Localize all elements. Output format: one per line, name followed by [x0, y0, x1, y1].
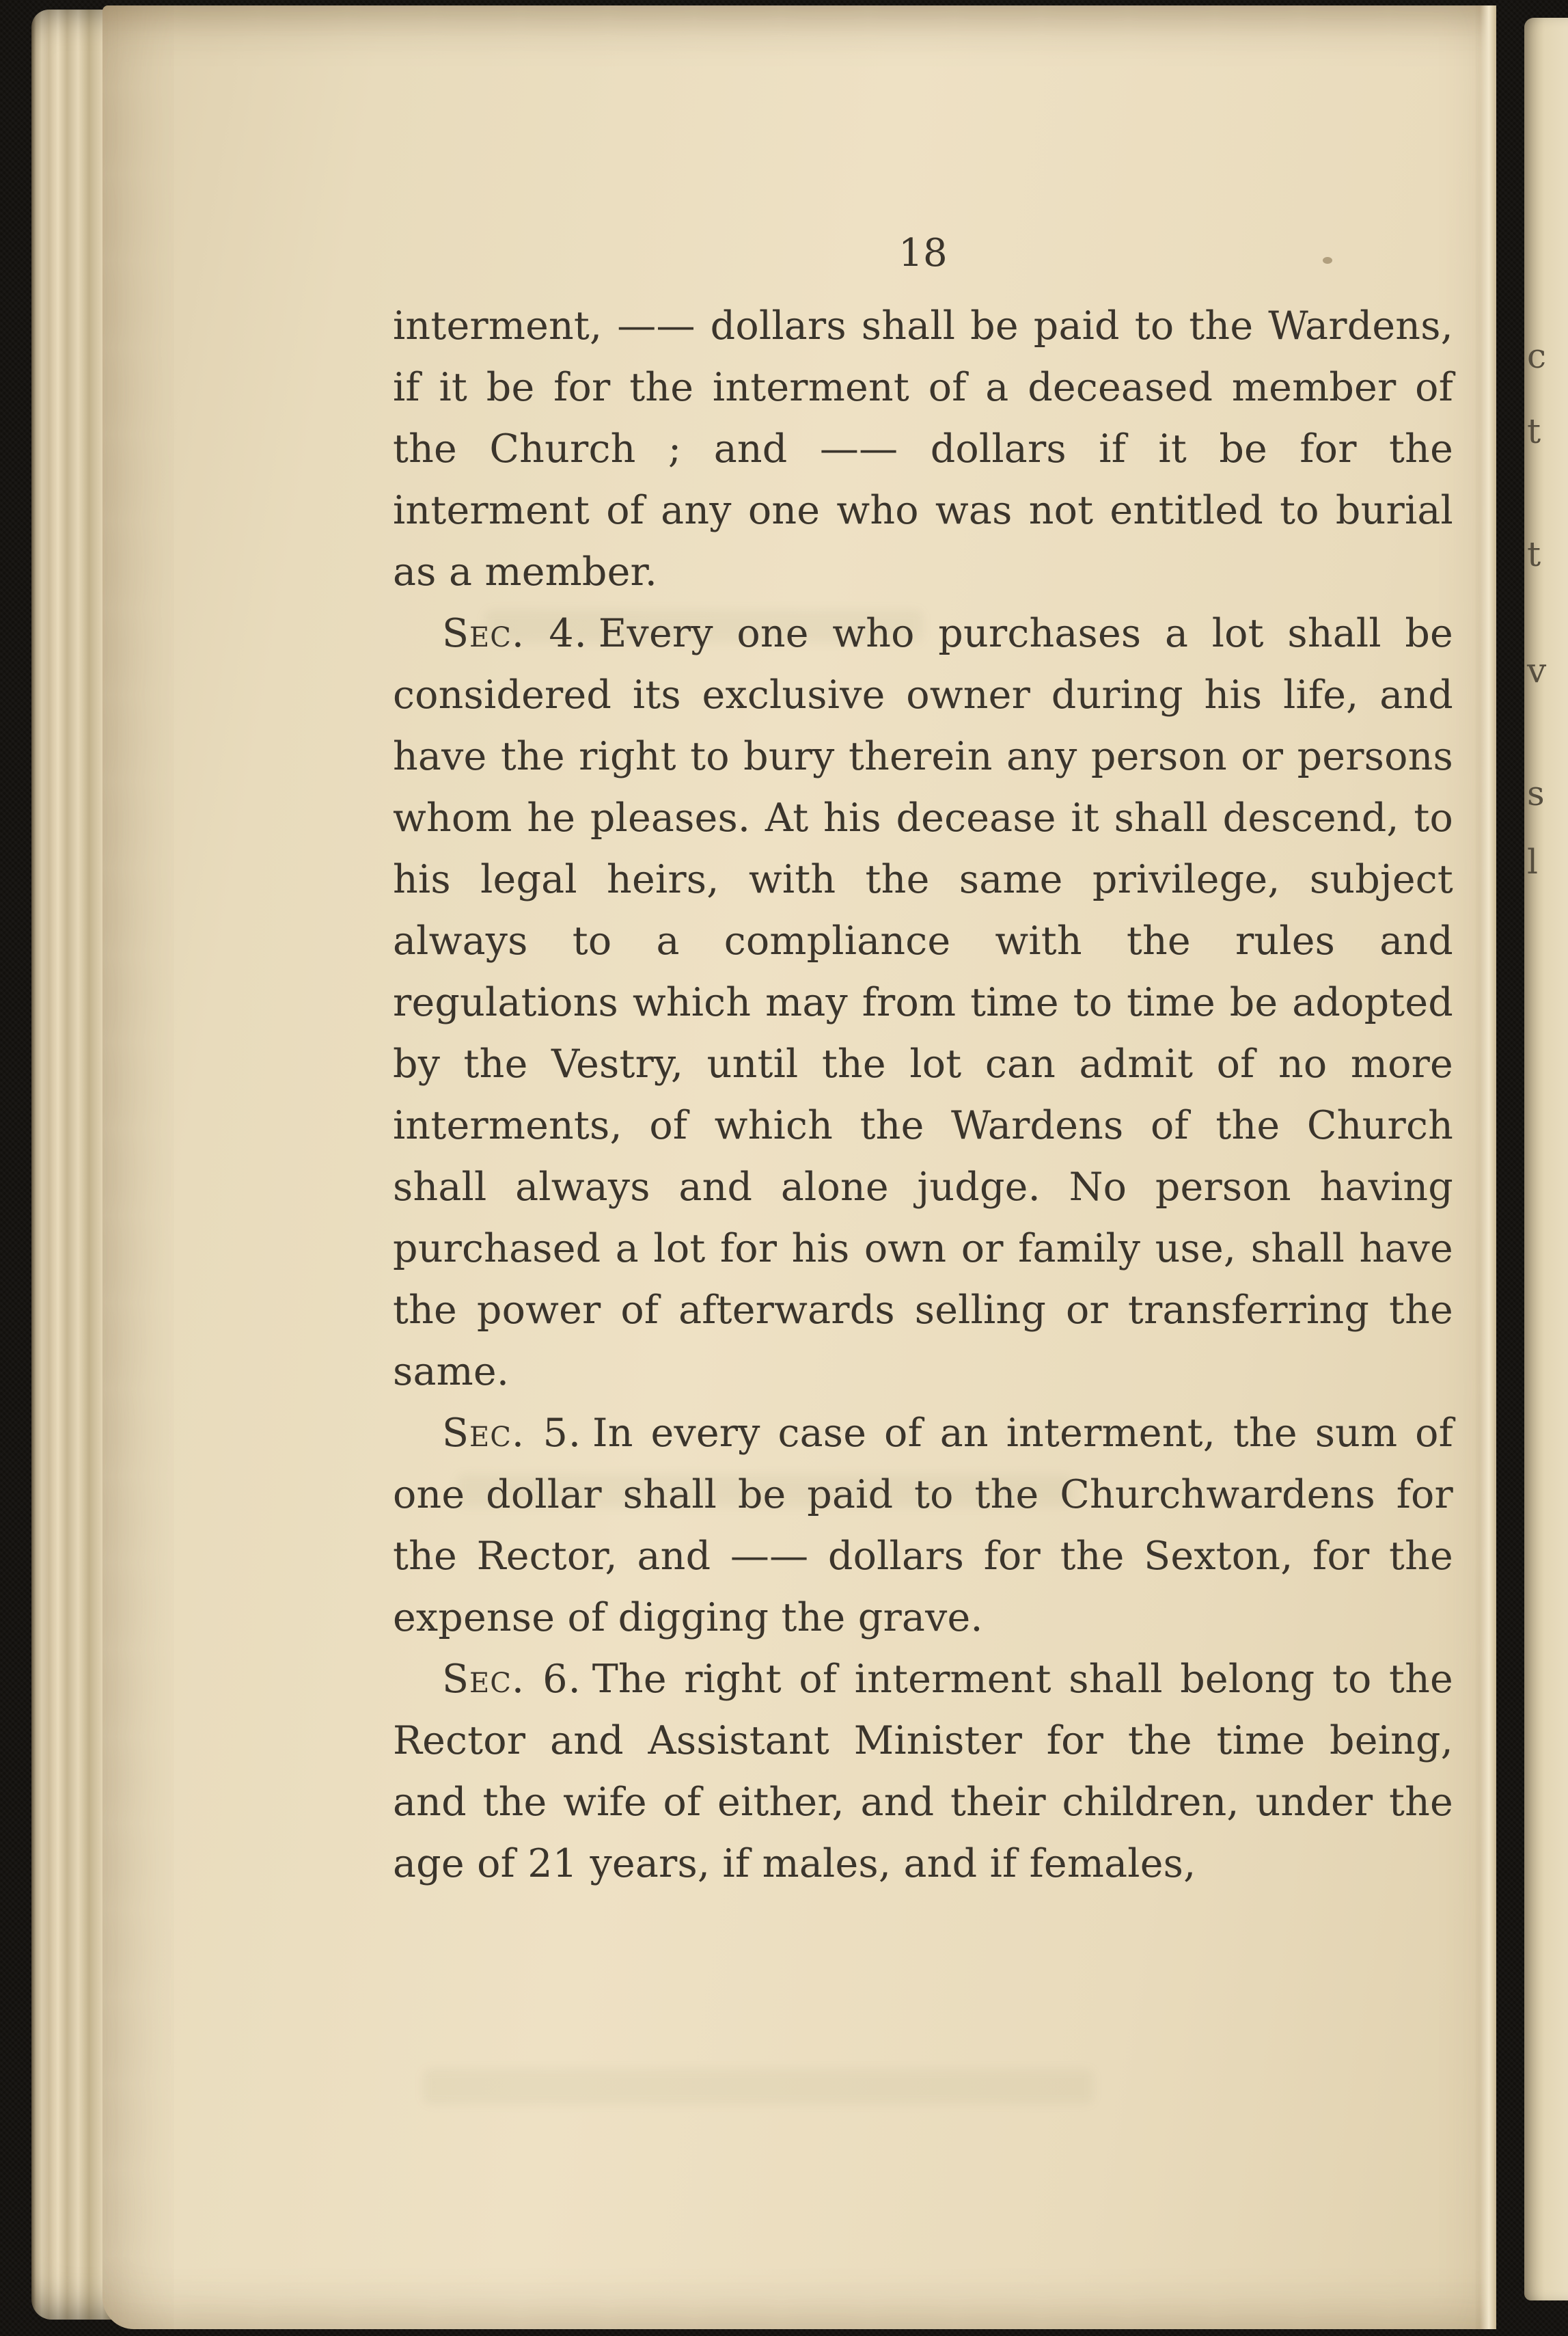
section-label: Sec. 4.: [442, 611, 588, 656]
show-through-mark: [424, 2069, 1093, 2104]
text-fragment: s: [1527, 774, 1545, 813]
page-number: 18: [898, 231, 948, 275]
text-fragment: v: [1527, 651, 1547, 690]
paragraph-text: The right of interment shall belong to the Rector and Assistant Minister for the time being, and the wife of either, and their children, under the age of 21 years, if males, and if females,: [393, 1657, 1453, 1886]
text-fragment: c: [1527, 336, 1547, 376]
paragraph: [393, 295, 1453, 603]
paragraph: [393, 603, 1453, 1402]
paragraph: [393, 1402, 1453, 1648]
next-page-sliver: [1524, 18, 1568, 2300]
paragraph-text: In every case of an interment, the sum of one dollar shall be paid to the Churchwardens for the Rector, and —— dollars for the Sexton, for the expense of digging the grave.: [393, 1411, 1453, 1640]
section-label: Sec. 6.: [442, 1657, 581, 1702]
text-fragment: t: [1527, 411, 1541, 451]
section-label: Sec. 5.: [442, 1411, 582, 1456]
paragraph-text: interment, —— dollars shall be paid to the Wardens, if it be for the interment of a deceased member of the Church ; and —— dollars if it be for the interment of any one who was not entitled to burial as a member.: [393, 303, 1453, 595]
text-fragment: l: [1527, 842, 1538, 882]
paragraph: [393, 1648, 1453, 1894]
paragraph-text: Every one who purchases a lot shall be considered its exclusive owner during his life, and have the right to bury therein any person or persons whom he pleases. At his decease it shall descend, to his legal heirs, with the same privilege, subject always to a compliance with the rules and regulations which may from time to time be adopted by the Vestry, until the lot can admit of no more interments, of which the Wardens of the Church shall always and alone judge. No person having purchased a lot for his own or family use, shall have the power of afterwards selling or transferring the same.: [393, 611, 1453, 1394]
torn-page-edge: [1480, 5, 1496, 2329]
book-page: [102, 5, 1496, 2329]
page-text: [393, 223, 1453, 1894]
text-fragment: t: [1527, 534, 1541, 574]
